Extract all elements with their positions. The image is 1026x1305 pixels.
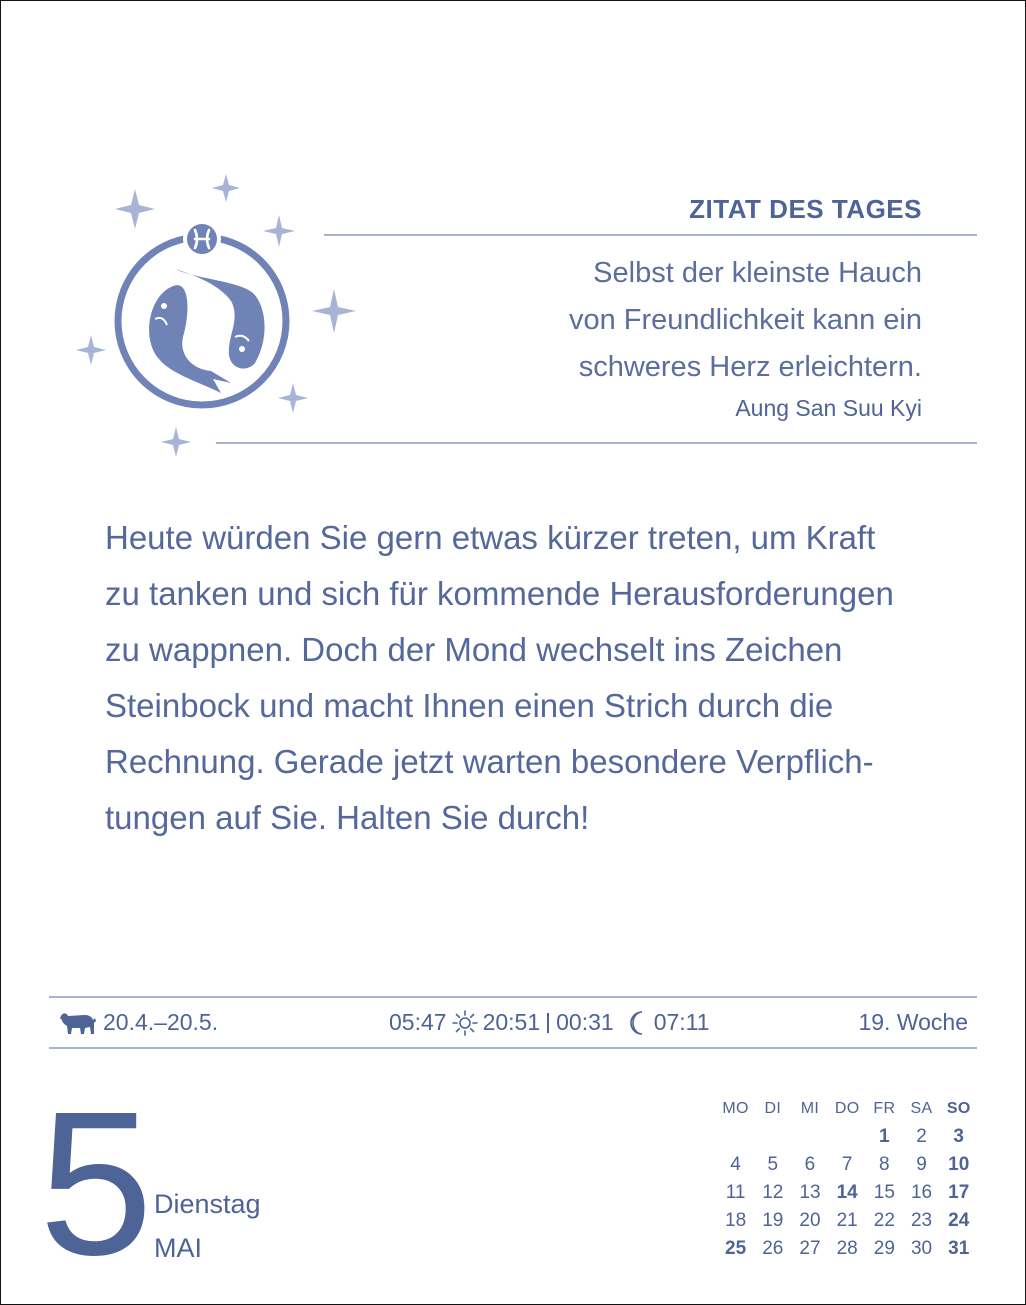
calendar-day: 15 (873, 1182, 895, 1203)
calendar-day: 2 (916, 1126, 927, 1147)
calendar-day: 8 (879, 1154, 890, 1175)
weekday: Dienstag (154, 1189, 261, 1219)
calendar-day: 20 (799, 1210, 821, 1231)
sign-date-range: 20.4.–20.5. (103, 1009, 219, 1035)
zodiac-range (59, 1009, 218, 1036)
quote-author: Aung San Suu Kyi (735, 395, 922, 421)
calendar-header-row (717, 1095, 977, 1123)
quote-line: Selbst der kleinste Hauch (593, 257, 922, 289)
calendar-day: 17 (948, 1182, 970, 1203)
calendar-day: 25 (725, 1238, 747, 1259)
calendar-day: 30 (910, 1238, 933, 1259)
calendar-day: 31 (948, 1238, 970, 1259)
crescent-moon-icon (627, 1010, 649, 1036)
horoscope-line: tungen auf Sie. Halten Sie durch! (105, 799, 590, 836)
calendar-weekday-header: MO (722, 1100, 749, 1117)
calendar-weekday-header: SA (910, 1100, 933, 1117)
calendar-day: 10 (948, 1154, 970, 1175)
star-icon (263, 215, 295, 247)
sun-icon (452, 1010, 478, 1036)
sunrise-time: 05:47 (389, 1009, 447, 1035)
calendar-day: 22 (873, 1210, 895, 1231)
quote-header: ZITAT DES TAGES (689, 194, 922, 224)
horoscope-line: Steinbock und macht Ihnen einen Strich durch die (105, 687, 834, 724)
quote-line: schweres Herz erleichtern. (578, 351, 922, 383)
horoscope-line: Rechnung. Gerade jetzt warten besondere Verpflich- (105, 743, 874, 780)
calendar-day: 23 (910, 1210, 933, 1231)
divider (49, 1047, 977, 1049)
calendar-day: 26 (762, 1238, 784, 1259)
calendar-day: 4 (730, 1154, 741, 1175)
star-icon (312, 289, 356, 333)
calendar-weekday-header: SO (946, 1100, 971, 1117)
calendar-day: 27 (799, 1238, 821, 1259)
star-icon (161, 427, 191, 457)
calendar-day: 5 (767, 1154, 779, 1175)
day-number: 5 (39, 1069, 154, 1298)
star-icon (115, 189, 155, 229)
moonrise-time: 00:31 (556, 1009, 614, 1035)
separator (547, 1013, 549, 1033)
calendar-weekday-header: FR (873, 1100, 896, 1117)
horoscope-text (105, 510, 985, 846)
divider (324, 234, 977, 236)
calendar-week-row (717, 1179, 977, 1207)
quote-line: von Freundlichkeit kann ein (568, 304, 922, 336)
pisces-emblem (71, 169, 371, 469)
calendar-day: 16 (910, 1182, 933, 1203)
two-fish-icon (149, 269, 264, 393)
calendar-day: 3 (953, 1126, 964, 1147)
horoscope-line: Heute würden Sie gern etwas kürzer treten, um Kraft (105, 519, 876, 556)
calendar-day: 14 (836, 1182, 858, 1203)
calendar-day: 29 (873, 1238, 895, 1259)
horoscope-line: zu tanken und sich für kommende Herausforderungen (105, 575, 894, 612)
calendar-day: 24 (948, 1210, 970, 1231)
horoscope-line: zu wappnen. Doch der Mond wechselt ins Zeichen (105, 631, 843, 668)
mini-calendar (717, 1095, 977, 1263)
moonset-time: 07:11 (653, 1009, 710, 1035)
calendar-day: 19 (762, 1210, 784, 1231)
month: MAI (154, 1233, 203, 1263)
sun-moon-times (389, 1009, 710, 1036)
calendar-week-row (717, 1123, 977, 1151)
calendar-weekday-header: DI (764, 1100, 782, 1117)
week-number: 19. Woche (858, 1009, 968, 1035)
calendar-day: 12 (762, 1182, 784, 1203)
star-icon (76, 335, 106, 365)
calendar-day: 28 (836, 1238, 858, 1259)
star-icon (212, 174, 240, 202)
calendar-day: 11 (725, 1182, 746, 1203)
divider (49, 996, 977, 998)
calendar-day: 13 (799, 1182, 821, 1203)
calendar-week-row (717, 1151, 977, 1179)
quote-text (462, 250, 922, 391)
calendar-week-row (717, 1207, 977, 1235)
calendar-weekday-header: MI (800, 1100, 820, 1117)
calendar-day: 18 (725, 1210, 747, 1231)
star-icon (278, 383, 308, 413)
calendar-day: 21 (836, 1210, 858, 1231)
calendar-day: 9 (916, 1154, 927, 1175)
divider (216, 442, 977, 444)
calendar-day: 6 (804, 1154, 816, 1175)
sunset-time: 20:51 (482, 1009, 541, 1035)
calendar-week-row (717, 1235, 977, 1263)
bull-icon (59, 1010, 97, 1036)
calendar-day: 1 (879, 1126, 890, 1147)
calendar-weekday-header: DO (834, 1100, 860, 1117)
calendar-day: 7 (841, 1154, 853, 1175)
